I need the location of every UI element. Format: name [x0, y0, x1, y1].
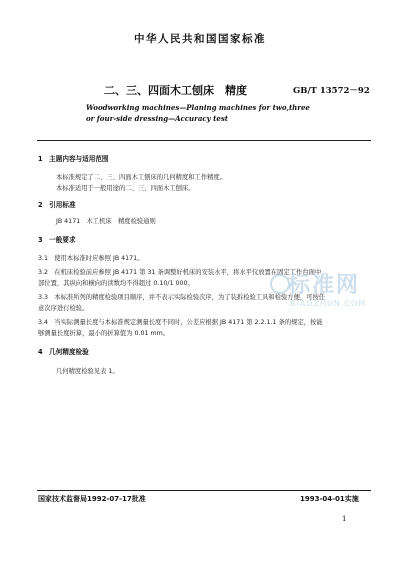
page-number: 1: [342, 515, 347, 523]
implementation-date: 1993-04-01实施: [300, 495, 359, 503]
section-heading-2: 2 引用标准: [38, 201, 76, 209]
standard-number: GB/T 13572－92: [293, 86, 370, 96]
section-heading-4: 4 几何精度检验: [38, 348, 89, 356]
section-3-line-7: 够测量长度折算，最小的折算值为 0.01 mm。: [38, 330, 170, 337]
section-heading-1: 1 主题内容与适用范围: [38, 155, 109, 163]
document-title-en-line-1: Woodworking machines—Planing machines for two,three: [86, 103, 310, 112]
watermark-text-en: BIAOZHUN.COM: [290, 299, 367, 308]
document-title-cn: 二、三、四面木工刨床 精度: [104, 84, 247, 97]
approval-date: 国家技术监督局1992-07-17批准: [38, 495, 146, 503]
section-3-line-6: 3.4 当实际测量长度与本标准规定测量长度不同时，公差应根据 JB 4171 第 2.2.1.1 条的规定，按能: [38, 319, 323, 326]
section-3-line-5: 意次序进行检验。: [38, 305, 89, 312]
section-4-line-1: 几何精度检验见表 1。: [56, 368, 119, 375]
watermark-text-cn: 标准网: [288, 273, 361, 298]
section-1-line-2: 本标准适用于一般用途的二、三、四面木工刨床。: [56, 185, 195, 192]
section-1-line-1: 本标准规定了二、三、四面木工刨床的几何精度和工作精度。: [56, 174, 227, 181]
section-3-line-1: 3.1 使用本标准时应参照 JB 4171。: [38, 255, 144, 262]
document-header: 中华人民共和国国家标准: [134, 33, 266, 45]
section-3-line-2: 3.2 在机床检验前应参照 JB 4171 第 31 条调整好机床的安装水平，将水平仪放置在固定工作台面中: [38, 269, 322, 276]
section-heading-3: 3 一般要求: [38, 236, 76, 244]
document-title-en-line-2: or four-side dressing—Accuracy test: [86, 114, 228, 123]
watermark-logo-icon: [270, 274, 290, 294]
section-3-line-4: 3.3 本标准所列的精度检验项目顺序，并不表示实际检验次序，为了装拆检验工具和检验方便，可按任: [38, 294, 326, 301]
footer-divider: [37, 490, 371, 491]
title-divider: [37, 140, 371, 141]
watermark: [270, 268, 380, 328]
section-3-line-3: 部位置，其纵向和横向的读数均不得超过 0.10/1 000。: [38, 280, 194, 287]
section-2-line-1: JB 4171 木工机床 精度检验通则: [56, 218, 156, 225]
